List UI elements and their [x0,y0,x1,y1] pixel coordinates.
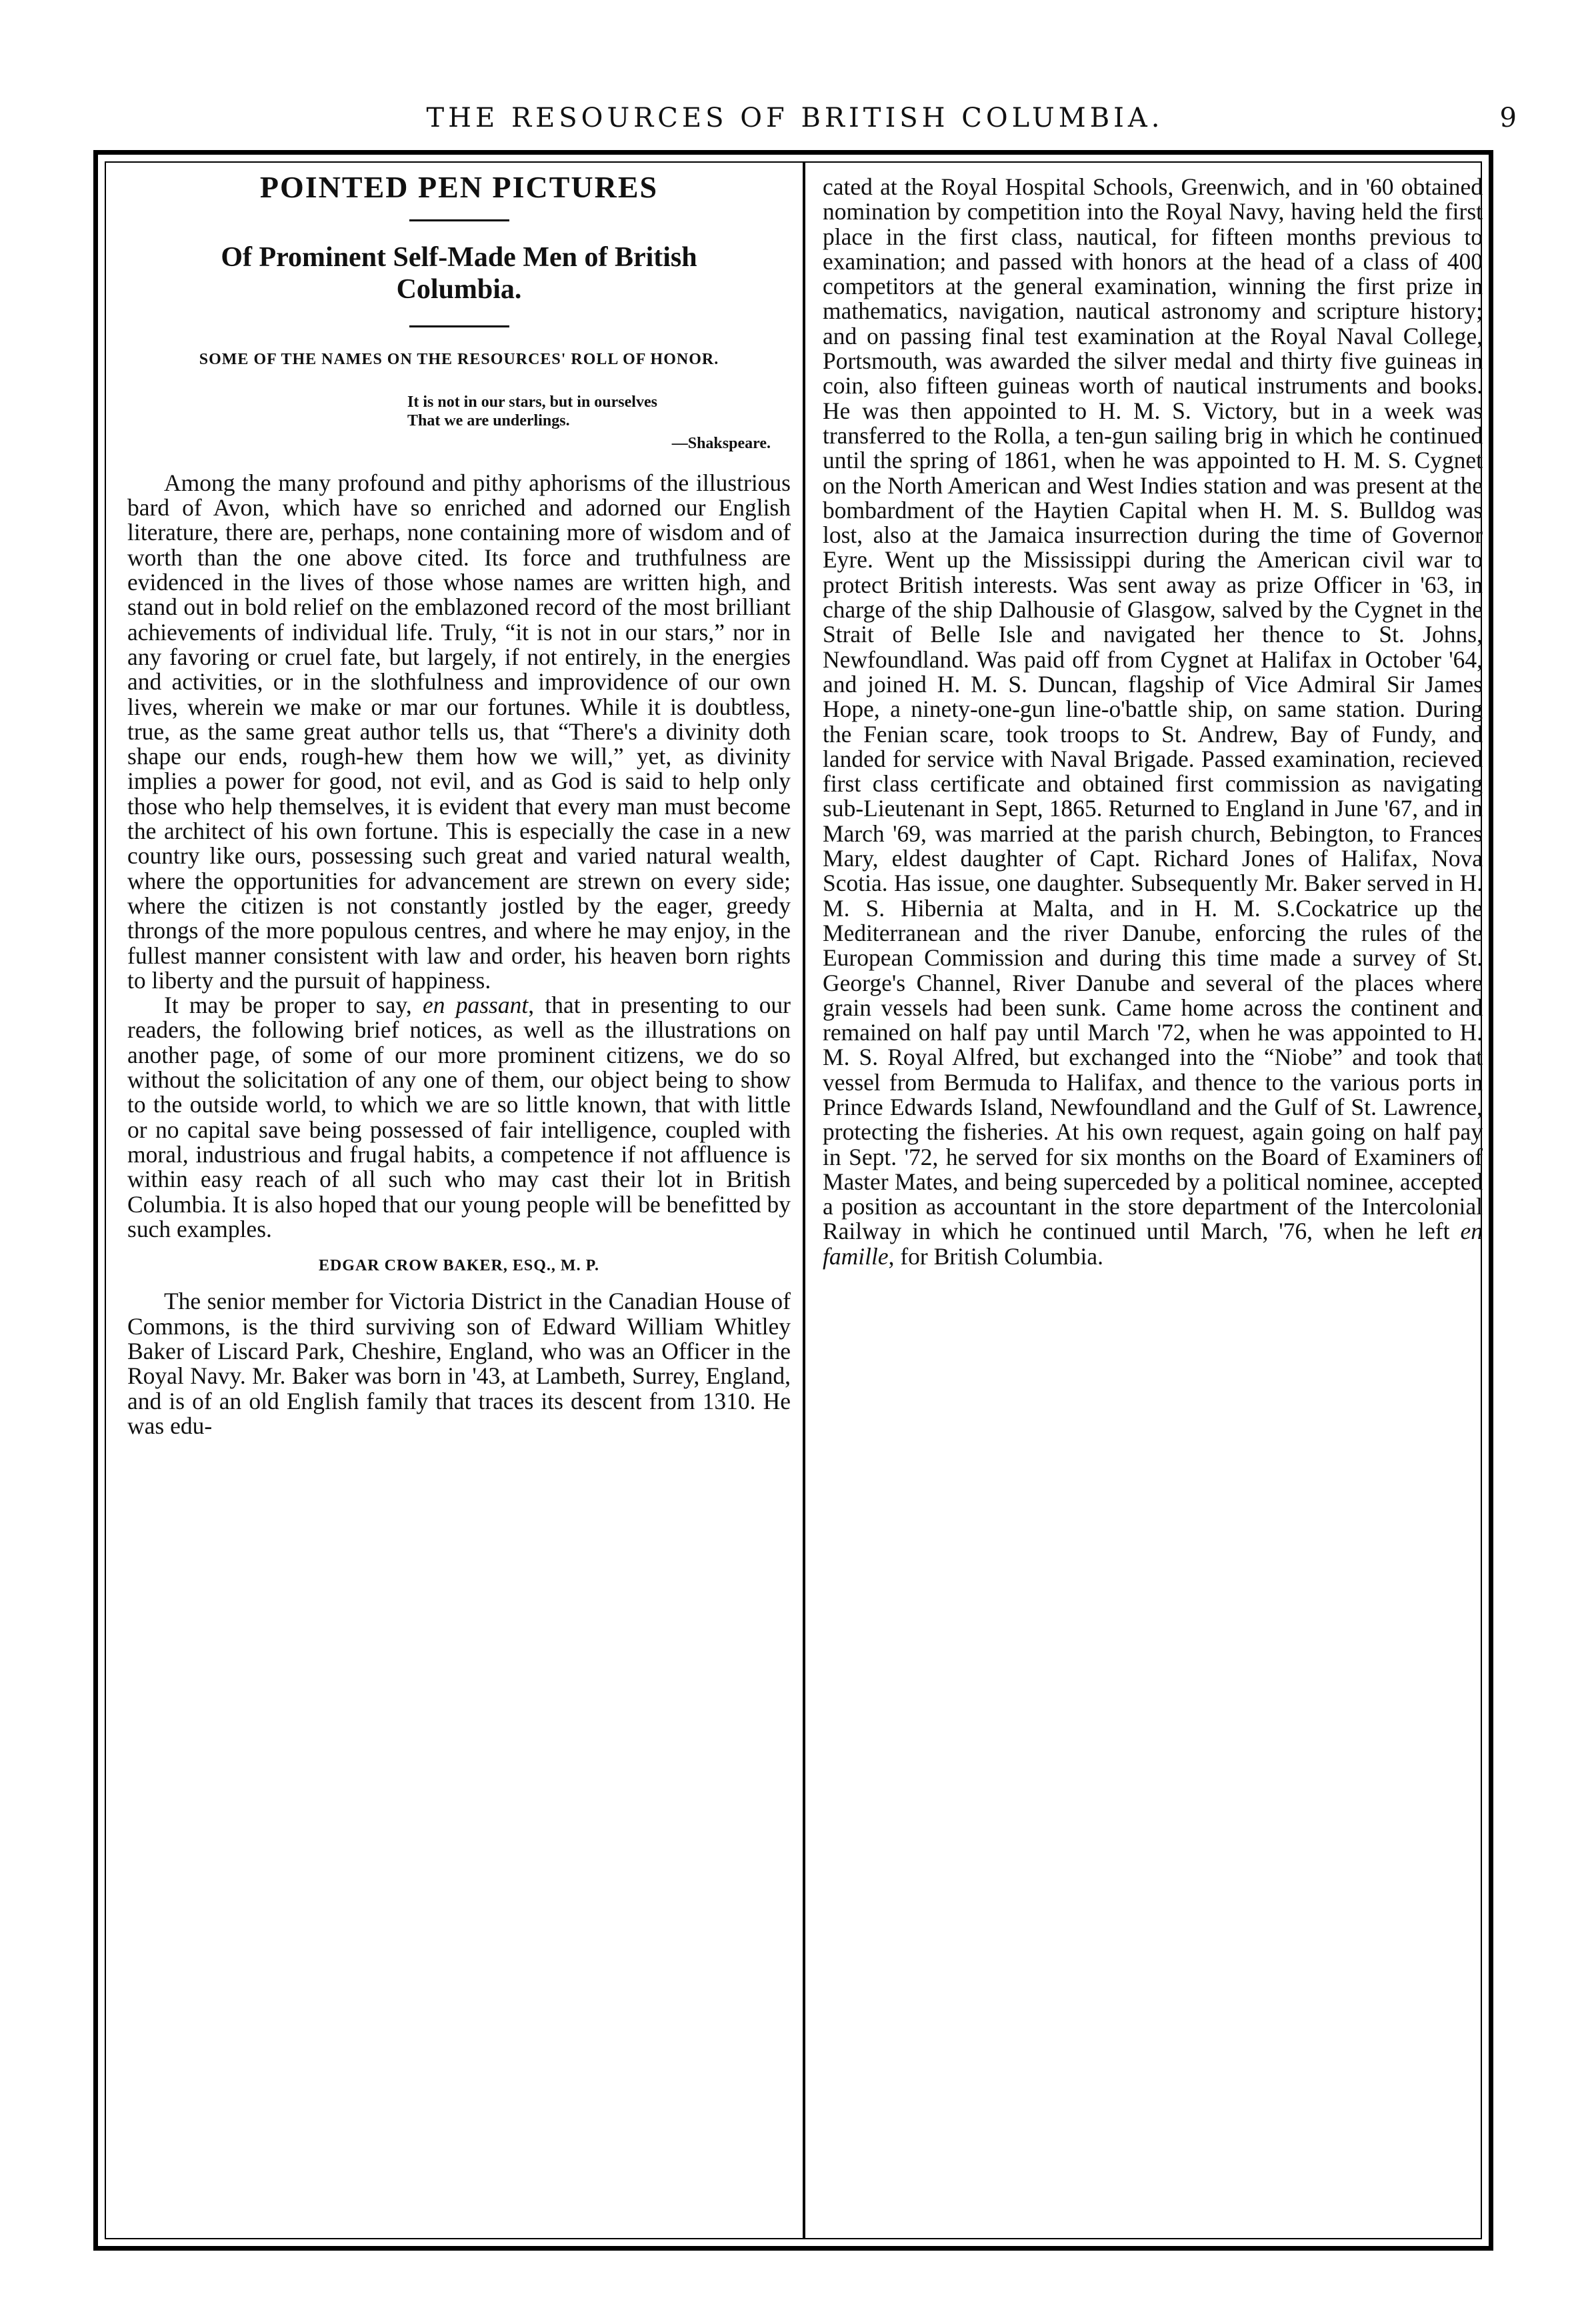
left-column [127,170,791,2226]
epigraph-line: That we are underlings. [407,411,570,429]
article-kicker: SOME OF THE NAMES ON THE RESOURCES' ROLL OF HONOR. [199,351,719,369]
page-number: 9 [1499,103,1517,133]
epigraph [407,393,791,430]
subhead-rule [409,325,509,327]
article-headline: POINTED PEN PICTURES [259,170,659,204]
running-head [0,100,1590,140]
right-column [823,175,1483,2226]
epigraph-attribution: —Shakspeare. [671,434,771,452]
italic-phrase: en famille [823,1218,1483,1270]
article-frame-inner [105,161,1482,2239]
body-paragraph: Among the many profound and pithy aphorisms of the illustrious bard of Avon, which have so enriched and adorned our English literature, there are, perhaps, none containing more of wisdom and of worth than the one above cited. Its force and truthfulness are evidenced in the lives of those whose names are written high, and stand out in bold relief on the emblazoned record of the most brilliant achievements of individual life. Truly, “it is not in our stars,” nor in any favoring or cruel fate, but largely, if not entirely, in the energies and activities, or in the slothfulness and improvidence of our own lives, wherein we make or mar our fortunes. While it is doubtless, true, as the same great author tells us, that “There's a divinity doth shape our ends, rough-hew them how we will,” yet, as divinity implies a power for good, not evil, and as God is said to help only those who help themselves, it is evident that every man must become the architect of his own fortune. This is especially the case in a new country like ours, possessing such great and varied natural wealth, where the opportunities for advancement are strewn on every side; where the citizen is not constantly jostled by the eager, greedy throngs of the more populous centres, and where he may enjoy, in the fullest manner consistent with law and order, his heaven born rights to liberty and the pursuit of happiness. [127,469,791,994]
paragraph-text: , that in presenting to our readers, the following brief notices, as well as the illustrations on another page, of some of our more prominent citizens, we do so without the solicitation of any one of them, our object being to show to the outside world, to which we are so little known, that with little or no capital save being possessed of fair intelligence, coupled with moral, industrious and frugal habits, a competence if not affluence is within easy reach of all such who may cast their lot in British Columbia. It is also hoped that our young people will be benefitted by such examples. [127,992,791,1242]
paragraph-text: It may be proper to say, [164,992,423,1019]
body-paragraph: The senior member for Victoria District in the Canadian House of Commons, is the third surviving son of Edward William Whitley Baker of Liscard Park, Cheshire, England, who was an Officer in the Royal Navy. Mr. Baker was born in '43, at Lambeth, Surrey, England, and is of an old English family that traces its descent from 1310. He was edu- [127,1288,791,1439]
headline-rule [409,219,509,221]
article-subhead: Of Prominent Self-Made Men of British Columbia. [221,242,697,305]
paragraph-text: , for British Columbia. [888,1242,1104,1270]
body-paragraph [127,993,791,1242]
body-paragraph [823,175,1483,1269]
section-heading: EDGAR CROW BAKER, ESQ., M. P. [318,1257,600,1275]
italic-phrase: en passant [422,992,529,1019]
paragraph-text: cated at the Royal Hospital Schools, Greenwich, and in '60 obtained nomination by competition into the Royal Navy, having held the first place in the first class, nautical, for fifteen months previous to examination; and passed with honors at the head of a class of 400 competitors at the general examination, winning the first prize in mathematics, navigation, nautical astronomy and scripture history; and on passing final test examination at the Royal Naval College, Portsmouth, was awarded the silver medal and thirty five guineas in coin, also fifteen guineas worth of nautical instruments and books. He was then appointed to H. M. S. Victory, but in a week was transferred to the Rolla, a ten-gun sailing brig in which he continued until the spring of 1861, when he was appointed to H. M. S. Cygnet on the North American and West Indies station and was present at the bombardment of the Haytien Capital when H. M. S. Bulldog was lost, also at the Jamaica insurrection during the time of Governor Eyre. Went up the Mississippi during the American civil war to protect British interests. Was sent away as prize Officer in '63, in charge of the ship Dalhousie of Glasgow, salved by the Cygnet in the Strait of Belle Isle and navigated her thence to St. Johns, Newfoundland. Was paid off from Cygnet at Halifax in October '64, and joined H. M. S. Duncan, flagship of Vice Admiral Sir James Hope, a ninety-one-gun line-o'battle ship, on same station. During the Fenian scare, took troops to St. Andrew, Bay of Fundy, and landed for service with Naval Brigade. Passed examination, recieved first class certificate and obtained first commission as navigating sub-Lieutenant in Sept, 1865. Returned to England in June '67, and in March '69, was married at the parish church, Bebington, to Frances Mary, eldest daughter of Capt. Richard Jones of Halifax, Nova Scotia. Has issue, one daughter. Subsequently Mr. Baker served in H. M. S. Hibernia at Malta, and in H. M. S.Cockatrice up the Mediterranean and the river Danube, enforcing the rules of the European Commission and during this time made a survey of St. George's Channel, River Danube and several of the places where grain vessels had been sunk. Came home across the continent and remained on half pay until March '72, when he was appointed to H. M. S. Royal Alfred, but exchanged into the “Niobe” and took that vessel from Bermuda to Halifax, and thence to the various ports in Prince Edwards Island, Newfoundland and the Gulf of St. Lawrence, protecting the fisheries. At his own request, again going on half pay in Sept. '72, he served for six months on the Board of Examiners of Master Mates, and being superceded by a political nominee, accepted a position as accountant in the store department of the Intercolonial Railway in which he continued until March, '76, when he left [823,173,1483,1245]
running-title: THE RESOURCES OF BRITISH COLUMBIA. [426,103,1164,133]
article-frame [93,150,1493,2251]
epigraph-line: It is not in our stars, but in ourselves [407,393,657,411]
column-divider [803,163,805,2238]
